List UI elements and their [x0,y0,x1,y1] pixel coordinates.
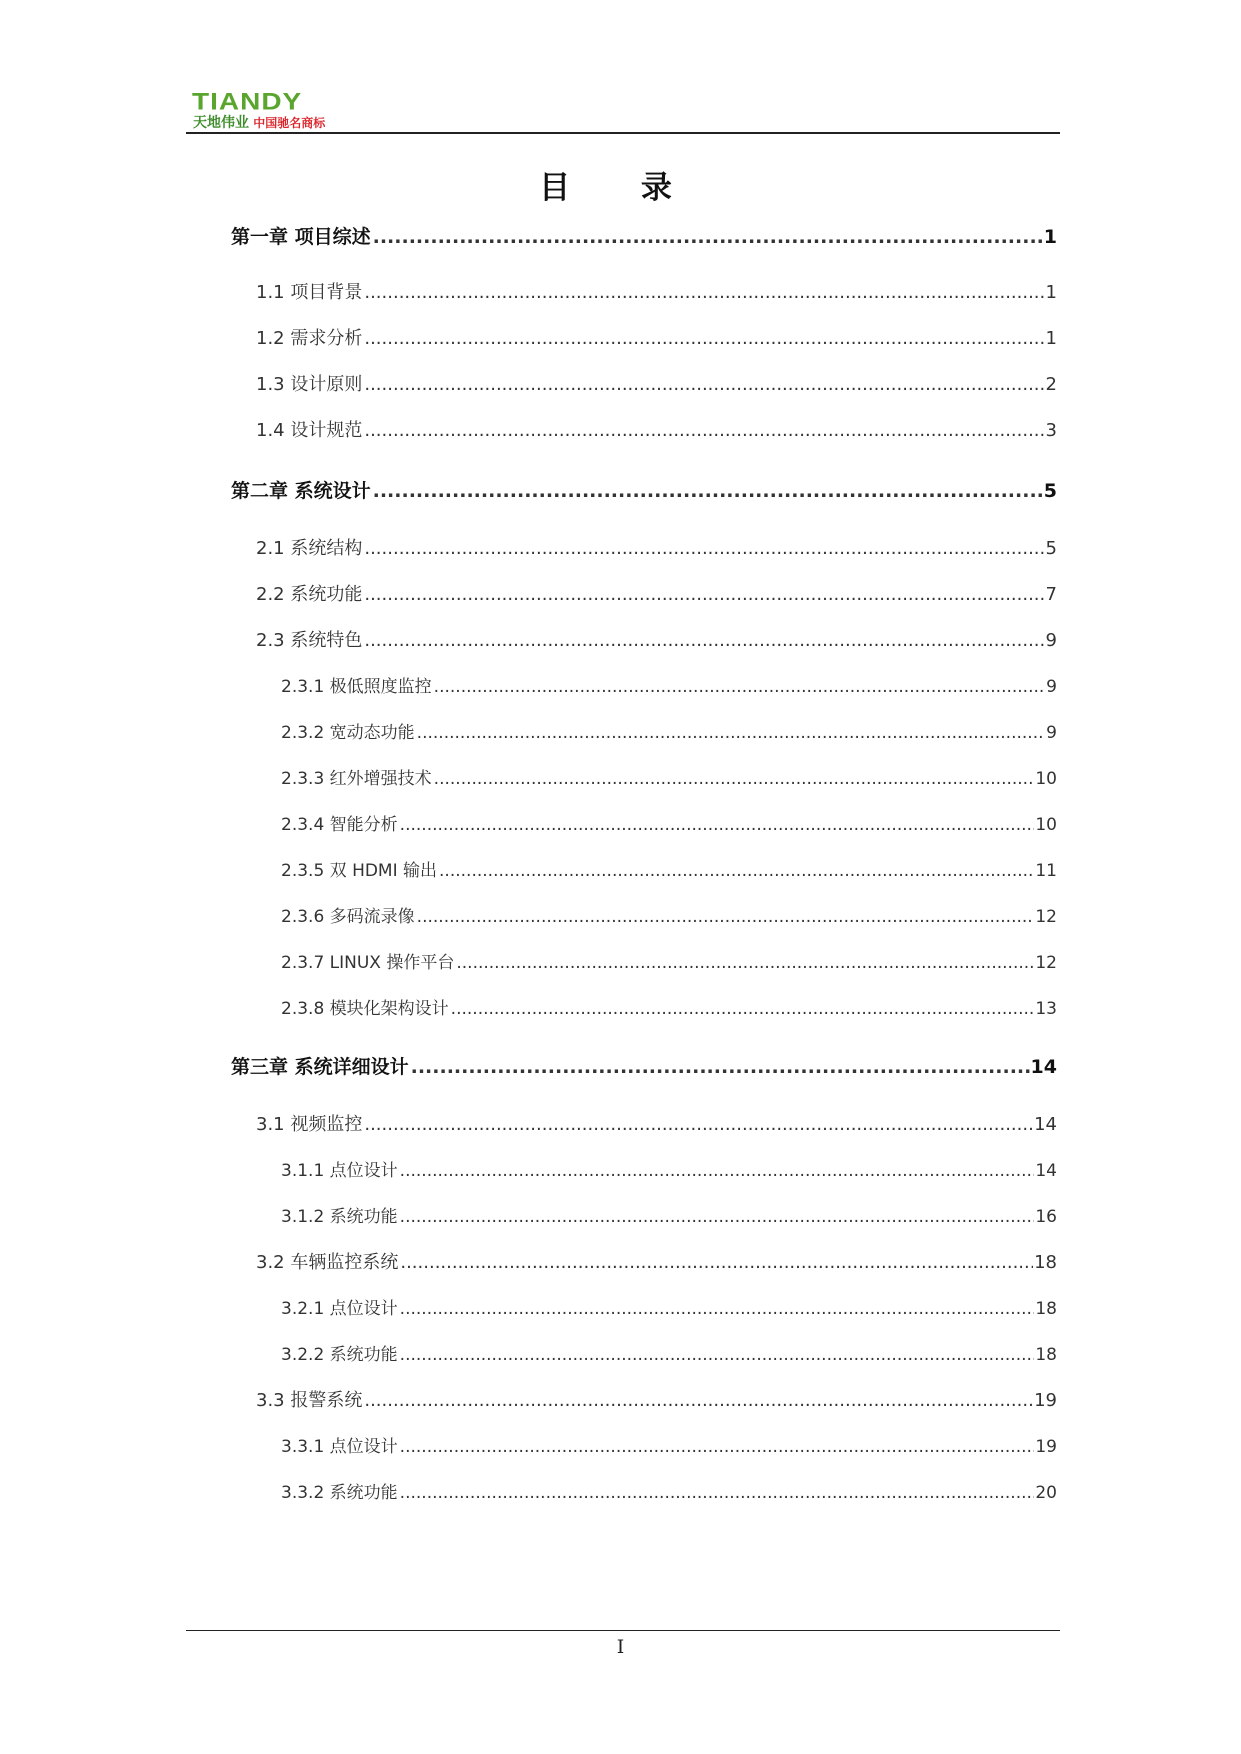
toc-entry[interactable] [281,1294,1057,1322]
toc-entry[interactable] [256,626,1057,654]
toc-entry-label: 第二章 系统设计 [231,480,371,502]
toc-leader-dots [364,282,1044,303]
toc-entry[interactable] [256,278,1057,306]
toc-entry-label: 1.2 需求分析 [256,328,363,349]
toc-entry-label: 第三章 系统详细设计 [231,1056,409,1078]
toc-entry-page: 11 [1035,861,1057,881]
toc-leader-dots [434,677,1046,697]
toc-entry-label: 3.3.2 系统功能 [281,1483,398,1503]
toc-entry-label: 2.3 系统特色 [256,630,363,651]
toc-entry[interactable] [281,672,1057,700]
toc-leader-dots [434,769,1035,789]
toc-entry-page: 2 [1045,374,1057,395]
toc-entry[interactable] [256,1248,1057,1276]
toc-leader-dots [439,861,1034,881]
toc-leader-dots [400,1299,1035,1319]
toc-entry-page: 19 [1035,1437,1057,1457]
tiandy-logo: TIANDY [192,88,303,115]
toc-entry-label: 第一章 项目综述 [231,226,371,248]
toc-leader-dots [417,907,1035,927]
toc-entry-page: 12 [1035,953,1057,973]
toc-entry-page: 14 [1035,1161,1057,1181]
toc-entry-label: 2.2 系统功能 [256,584,363,605]
toc-entry-page: 5 [1043,480,1057,502]
toc-entry-label: 2.3.7 LINUX 操作平台 [281,953,455,973]
toc-entry-label: 3.2.1 点位设计 [281,1299,398,1319]
footer-divider [186,1630,1060,1631]
toc-entry[interactable] [281,902,1057,930]
toc-leader-dots [400,1207,1035,1227]
logo-tagline [193,112,325,132]
toc-entry-label: 1.4 设计规范 [256,420,363,441]
toc-leader-dots [456,953,1034,973]
page-number: I [616,1636,625,1658]
toc-entry-label: 3.3 报警系统 [256,1390,363,1411]
toc-entry-page: 10 [1035,815,1057,835]
toc-entry-label: 3.1 视频监控 [256,1114,363,1135]
toc-entry-label: 2.1 系统结构 [256,538,363,559]
toc-entry-label: 3.2.2 系统功能 [281,1345,398,1365]
toc-entry-page: 14 [1034,1114,1057,1135]
toc-entry-label: 1.3 设计原则 [256,374,363,395]
toc-leader-dots [373,480,1043,502]
toc-entry-page: 10 [1035,769,1057,789]
toc-entry-label: 2.3.1 极低照度监控 [281,677,432,697]
toc-leader-dots [373,226,1043,248]
toc-entry[interactable] [281,856,1057,884]
toc-entry-page: 20 [1035,1483,1057,1503]
toc-entry[interactable] [256,1386,1057,1414]
toc-entry-label: 2.3.5 双 HDMI 输出 [281,861,438,881]
toc-entry-page: 3 [1045,420,1057,441]
logo-cn-tag: 中国驰名商标 [253,116,326,130]
toc-entry-label: 3.1.1 点位设计 [281,1161,398,1181]
toc-entry[interactable] [281,764,1057,792]
toc-entry[interactable] [256,324,1057,352]
toc-entry[interactable] [281,1202,1057,1230]
toc-entry-page: 16 [1035,1207,1057,1227]
toc-leader-dots [364,584,1044,605]
toc-leader-dots [364,374,1044,395]
toc-entry[interactable] [256,534,1057,562]
toc-entry-label: 3.1.2 系统功能 [281,1207,398,1227]
toc-entry-page: 19 [1034,1390,1057,1411]
toc-entry-page: 1 [1045,328,1057,349]
toc-entry[interactable] [256,1110,1057,1138]
toc-leader-dots [400,1161,1035,1181]
toc-entry-page: 13 [1035,999,1057,1019]
toc-leader-dots [400,1252,1033,1273]
toc-title: 目 录 [539,170,702,206]
toc-entry-page: 7 [1045,584,1057,605]
toc-leader-dots [364,328,1044,349]
toc-leader-dots [400,1345,1035,1365]
toc-leader-dots [400,815,1035,835]
toc-entry-label: 1.1 项目背景 [256,282,363,303]
toc-entry[interactable] [231,222,1057,250]
toc-entry[interactable] [281,1432,1057,1460]
toc-leader-dots [411,1056,1030,1078]
toc-entry-label: 2.3.3 红外增强技术 [281,769,432,789]
toc-entry[interactable] [281,810,1057,838]
toc-entry-page: 1 [1045,282,1057,303]
toc-leader-dots [364,420,1044,441]
toc-entry-page: 18 [1034,1252,1057,1273]
toc-entry[interactable] [281,1156,1057,1184]
toc-entry-page: 9 [1046,723,1057,743]
toc-leader-dots [417,723,1046,743]
toc-leader-dots [400,1437,1035,1457]
toc-entry[interactable] [231,1052,1057,1080]
toc-leader-dots [364,538,1044,559]
toc-entry-label: 3.3.1 点位设计 [281,1437,398,1457]
toc-entry-label: 2.3.4 智能分析 [281,815,398,835]
toc-entry[interactable] [256,580,1057,608]
toc-leader-dots [364,630,1044,651]
logo-cn-name: 天地伟业 [193,115,249,131]
toc-entry-label: 3.2 车辆监控系统 [256,1252,399,1273]
toc-entry[interactable] [256,370,1057,398]
toc-leader-dots [451,999,1035,1019]
toc-entry[interactable] [281,994,1057,1022]
toc-entry-label: 2.3.2 宽动态功能 [281,723,415,743]
toc-entry-page: 18 [1035,1299,1057,1319]
page-header [186,90,1060,134]
toc-leader-dots [364,1114,1033,1135]
toc-entry[interactable] [281,1340,1057,1368]
toc-entry-page: 9 [1045,630,1057,651]
toc-entry-label: 2.3.6 多码流录像 [281,907,415,927]
toc-leader-dots [400,1483,1035,1503]
toc-entry-label: 2.3.8 模块化架构设计 [281,999,449,1019]
toc-entry-page: 14 [1030,1056,1057,1078]
toc-entry-page: 12 [1035,907,1057,927]
toc-leader-dots [364,1390,1033,1411]
toc-entry[interactable] [256,416,1057,444]
toc-entry-page: 5 [1045,538,1057,559]
toc-entry-page: 18 [1035,1345,1057,1365]
toc-entry[interactable] [281,718,1057,746]
toc-entry-page: 1 [1043,226,1057,248]
toc-entry[interactable] [281,1478,1057,1506]
toc-entry[interactable] [231,476,1057,504]
toc-entry[interactable] [281,948,1057,976]
toc-entry-page: 9 [1046,677,1057,697]
